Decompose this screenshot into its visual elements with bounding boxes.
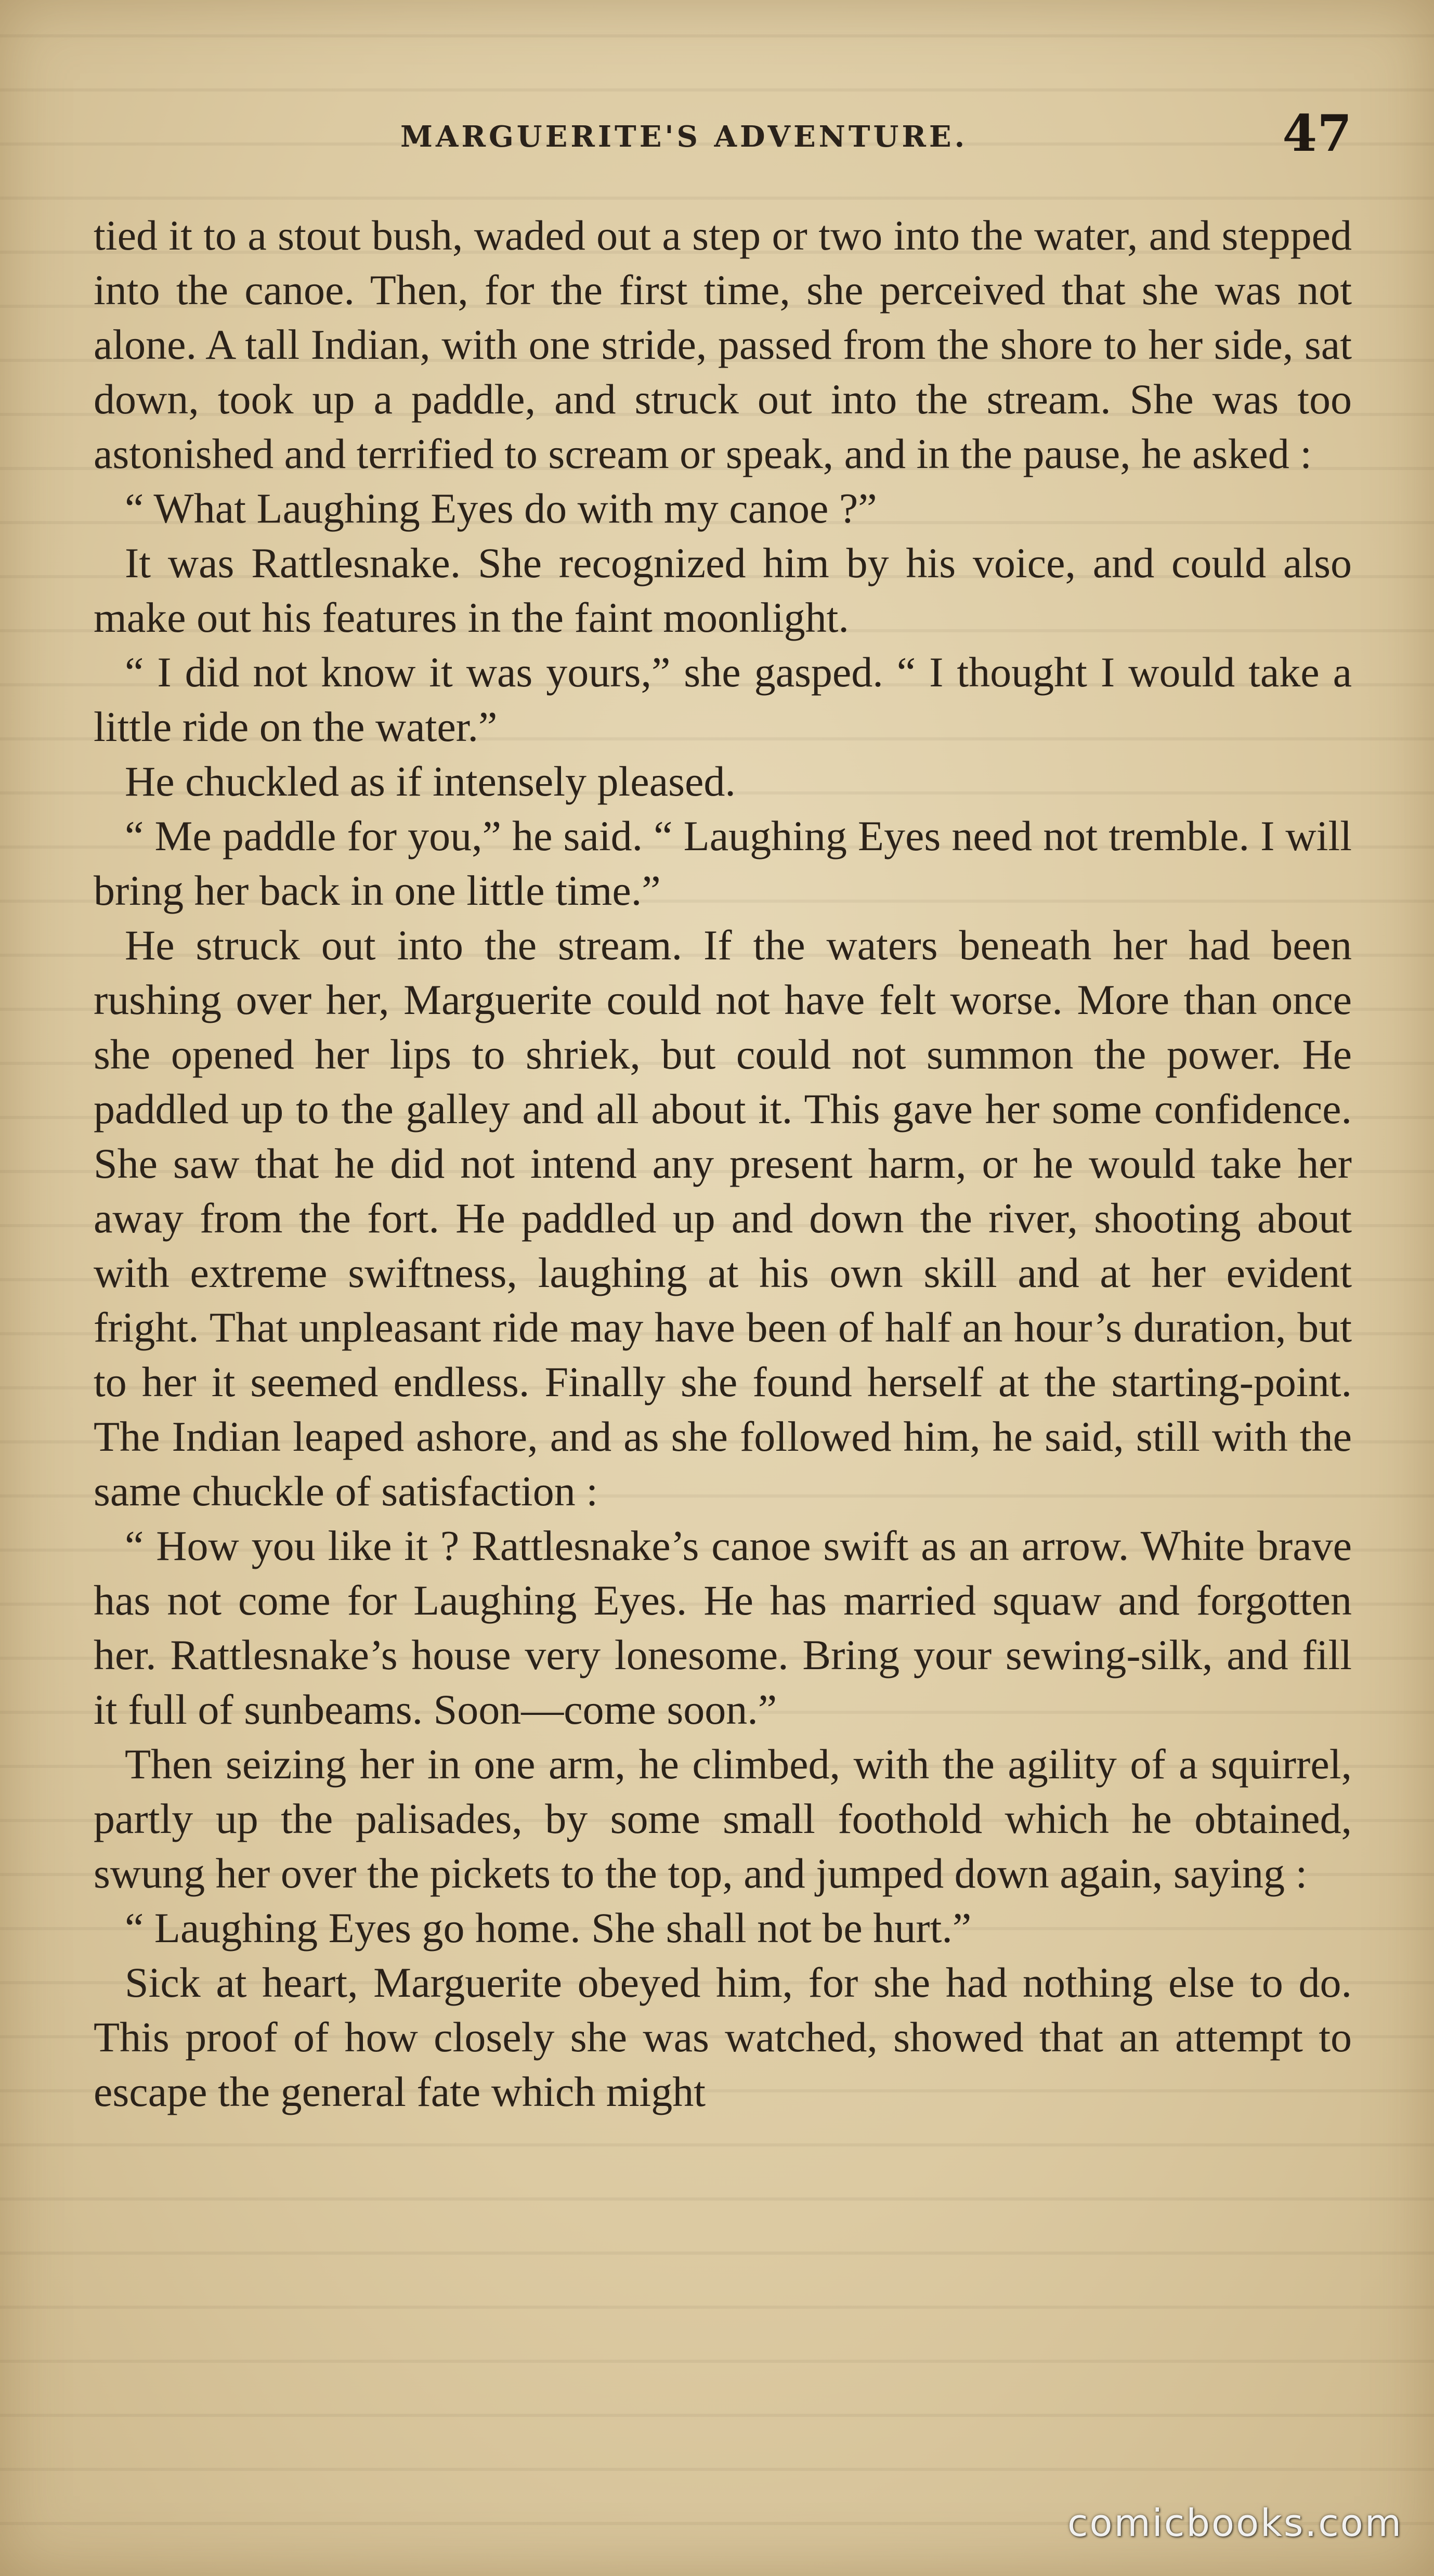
paragraph: “ How you like it ? Rattlesnake’s canoe swift as an arrow. White brave has not come for Laughing Eyes. He has married squaw and forgotten her. Rattlesnake’s house very lonesome. Bring your sewing-silk, and fill it full of sunbeams. Soon—come soon.” [94, 1522, 1352, 1733]
page-number: 47 [1282, 104, 1352, 163]
paragraph: He struck out into the stream. If the waters beneath her had been rushing over her, Marguerite could not have felt worse. More than once she opened her lips to shriek, but could not summon the power. He paddled up to the galley and all about it. This gave her some confidence. She saw that he did not intend any present harm, or he would take her away from the fort. He paddled up and down the river, shooting about with extreme swiftness, laughing at his own skill and at her evident fright. That unpleasant ride may have been of half an hour’s duration, but to her it seemed endless. Finally she found herself at the starting-point. The Indian leaped ashore, and as she followed him, he said, still with the same chuckle of satisfaction : [94, 921, 1352, 1515]
paragraph: It was Rattlesnake. She recognized him by his voice, and could also make out his features in the faint moonlight. [94, 539, 1352, 641]
paragraph: “ Me paddle for you,” he said. “ Laughing Eyes need not tremble. I will bring her back in one little time.” [94, 812, 1352, 914]
paragraph: Sick at heart, Marguerite obeyed him, for she had nothing else to do. This proof of how closely she was watched, showed that an attempt to escape the general fate which might [94, 1959, 1352, 2115]
paragraph: He chuckled as if intensely pleased. [125, 758, 736, 805]
paragraph: Then seizing her in one arm, he climbed, with the agility of a squirrel, partly up the palisades, by some small foothold which he obtained, swung her over the pickets to the top, and jumped down again, saying : [94, 1740, 1352, 1897]
watermark: comicbooks.com [1067, 2501, 1403, 2545]
running-title: MARGUERITE'S ADVENTURE. [400, 120, 968, 154]
page-header [94, 104, 1352, 161]
paragraph: “ Laughing Eyes go home. She shall not be hurt.” [125, 1904, 972, 1951]
paragraph: “ What Laughing Eyes do with my canoe ?” [125, 485, 877, 532]
paragraph: tied it to a stout bush, waded out a step or two into the water, and stepped into the canoe. Then, for the first time, she perceived that she was not alone. A tall Indian, with one stride, passed from the shore to her side, sat down, took up a paddle, and struck out into the stream. She was too astonished and terrified to scream or speak, and in the pause, he asked : [94, 212, 1352, 477]
paragraph: “ I did not know it was yours,” she gasped. “ I thought I would take a little ride on the water.” [94, 648, 1352, 750]
body-text [94, 208, 1352, 2119]
